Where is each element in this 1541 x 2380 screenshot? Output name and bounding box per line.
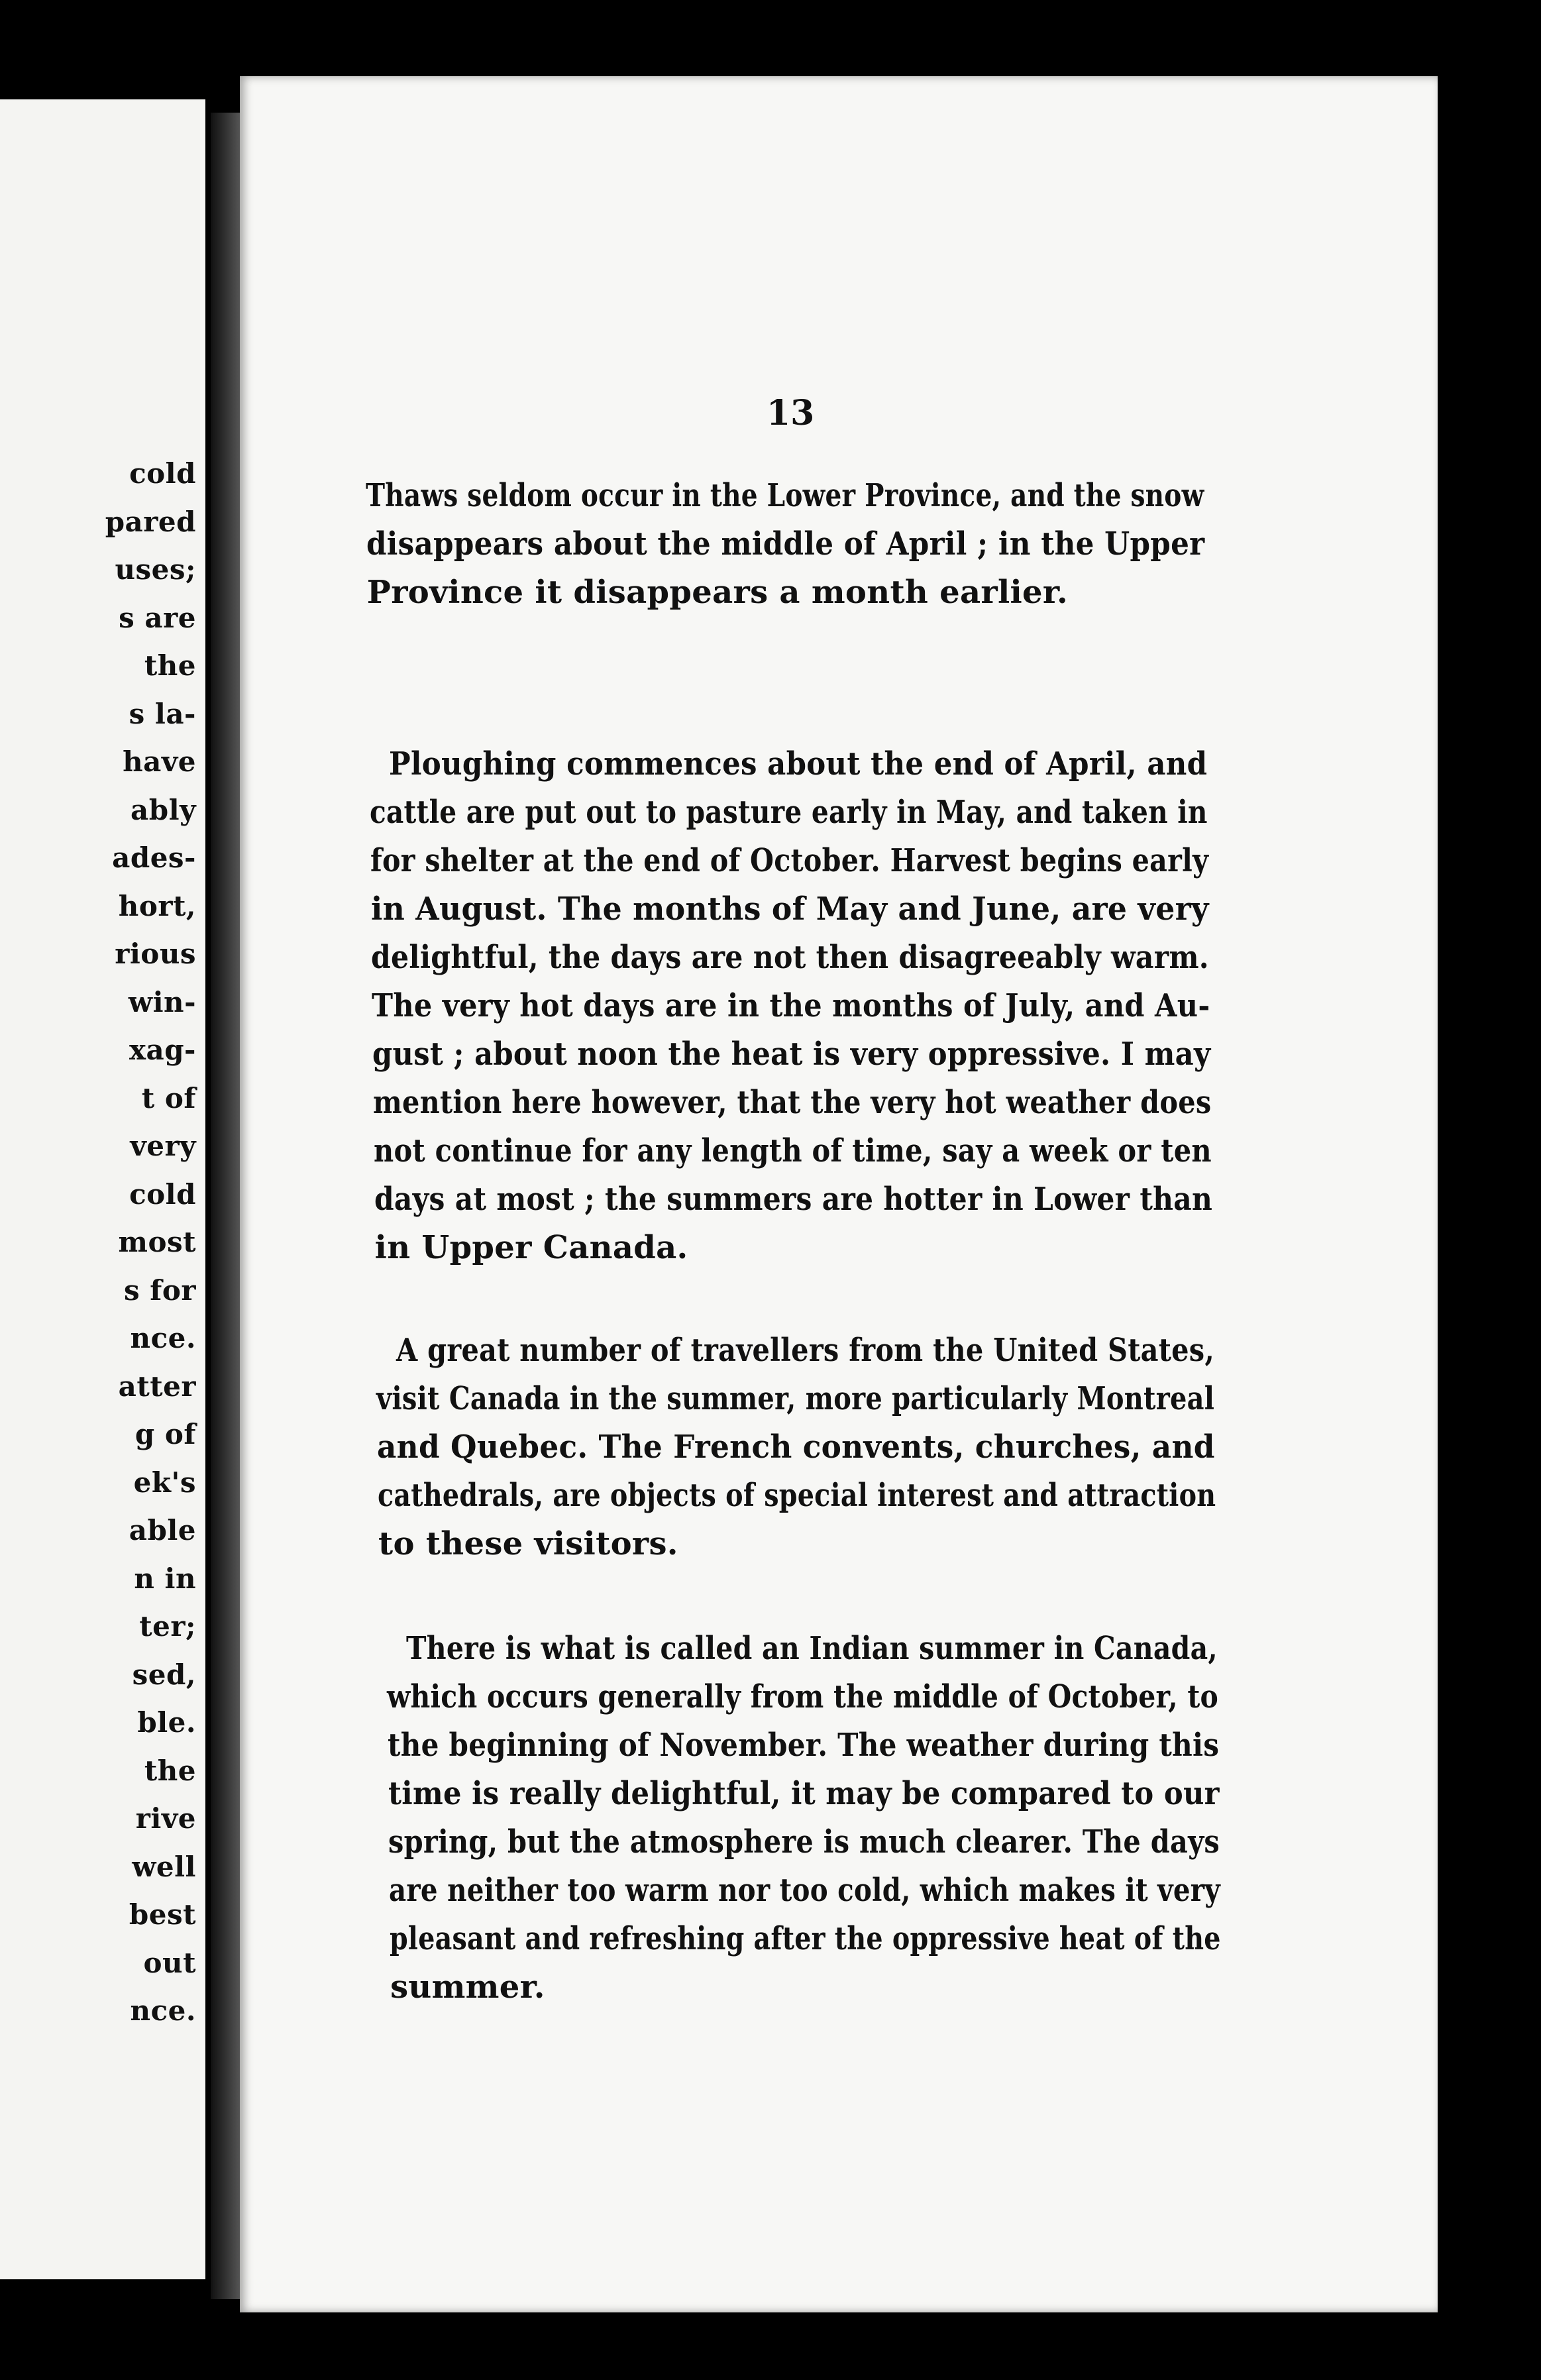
facing-page-fragment: most bbox=[118, 1226, 196, 1258]
text-line: disappears about the middle of April ; in the Upper bbox=[366, 525, 1205, 563]
text-line: are neither too warm nor too cold, which makes it very bbox=[389, 1872, 1221, 1909]
facing-page-fragment: nce. bbox=[130, 1322, 196, 1354]
facing-page-fragment: the bbox=[144, 649, 196, 682]
facing-page-fragment: cold bbox=[129, 457, 196, 490]
facing-page-fragment: have bbox=[123, 745, 196, 778]
text-line: days at most ; the summers are hotter in Lower than bbox=[374, 1181, 1212, 1218]
facing-page-fragment: well bbox=[132, 1850, 196, 1883]
facing-page-fragment: t of bbox=[141, 1081, 196, 1114]
text-line: cathedrals, are objects of special interest and attraction bbox=[378, 1477, 1216, 1514]
facing-page-fragment: cold bbox=[129, 1177, 196, 1211]
page-number: 13 bbox=[767, 393, 815, 433]
text-line: gust ; about noon the heat is very oppressive. I may bbox=[372, 1036, 1211, 1073]
facing-page-fragment: s for bbox=[124, 1273, 196, 1307]
facing-page-fragment: rious bbox=[115, 938, 196, 970]
text-line: in Upper Canada. bbox=[374, 1229, 688, 1266]
facing-page-fragment: n in bbox=[134, 1562, 196, 1595]
facing-page-fragment: very bbox=[130, 1130, 196, 1162]
text-line: the beginning of November. The weather during this bbox=[387, 1727, 1219, 1764]
facing-page-fragment: rive bbox=[135, 1802, 196, 1835]
facing-page-fragment: uses; bbox=[115, 553, 196, 586]
text-line: cattle are put out to pasture early in May, and taken in bbox=[369, 794, 1208, 831]
facing-page bbox=[0, 99, 205, 2279]
text-line: time is really delightful, it may be compared to our bbox=[388, 1775, 1220, 1812]
text-line: not continue for any length of time, say a week or ten bbox=[373, 1132, 1212, 1169]
facing-page-fragment: xag- bbox=[129, 1034, 196, 1066]
text-line: Ploughing commences about the end of April, and bbox=[388, 745, 1208, 783]
text-line: Thaws seldom occur in the Lower Province, and the snow bbox=[366, 477, 1204, 514]
facing-page-fragment: ek's bbox=[133, 1466, 196, 1499]
facing-page-fragment: ades- bbox=[112, 841, 196, 874]
text-line: summer. bbox=[390, 1969, 545, 2006]
text-line: delightful, the days are not then disagreeably warm. bbox=[371, 939, 1210, 976]
facing-page-fragment: s are bbox=[119, 601, 196, 634]
facing-page-fragment: ably bbox=[131, 793, 196, 826]
facing-page-fragment: g of bbox=[134, 1418, 196, 1450]
book-gutter bbox=[211, 113, 240, 2299]
facing-page-fragment: sed, bbox=[132, 1658, 196, 1691]
text-line: mention here however, that the very hot weather does bbox=[373, 1084, 1212, 1121]
facing-page-fragment: s la- bbox=[129, 697, 196, 730]
text-line: in August. The months of May and June, are very bbox=[370, 891, 1209, 928]
facing-page-fragment: ter; bbox=[139, 1610, 196, 1643]
text-line: and Quebec. The French convents, churches, and bbox=[377, 1429, 1216, 1466]
facing-page-fragment: win- bbox=[128, 985, 196, 1018]
text-line: visit Canada in the summer, more particularly Montreal bbox=[376, 1380, 1215, 1417]
text-line: Province it disappears a month earlier. bbox=[366, 574, 1069, 611]
text-line: to these visitors. bbox=[378, 1525, 678, 1562]
text-line: A great number of travellers from the United States, bbox=[396, 1332, 1214, 1369]
text-line: for shelter at the end of October. Harvest begins early bbox=[370, 842, 1208, 879]
facing-page-fragment: able bbox=[129, 1514, 196, 1546]
text-line: The very hot days are in the months of July, and Au- bbox=[372, 987, 1210, 1024]
text-line: which occurs generally from the middle of October, to bbox=[386, 1678, 1218, 1715]
facing-page-fragment: atter bbox=[118, 1370, 196, 1403]
facing-page-fragment: out bbox=[143, 1946, 196, 1979]
facing-page-fragment: pared bbox=[105, 505, 196, 538]
facing-page-fragment: nce. bbox=[130, 1994, 196, 2027]
facing-page-fragment: ble. bbox=[137, 1706, 196, 1739]
text-line: spring, but the atmosphere is much clearer. The days bbox=[388, 1823, 1220, 1861]
text-line: There is what is called an Indian summer in Canada, bbox=[405, 1630, 1218, 1667]
facing-page-fragment: best bbox=[129, 1898, 196, 1931]
text-line: pleasant and refreshing after the oppressive heat of the bbox=[390, 1920, 1221, 1957]
facing-page-fragment: hort, bbox=[118, 889, 196, 922]
facing-page-fragment: the bbox=[144, 1754, 196, 1787]
book-page bbox=[240, 76, 1438, 2312]
